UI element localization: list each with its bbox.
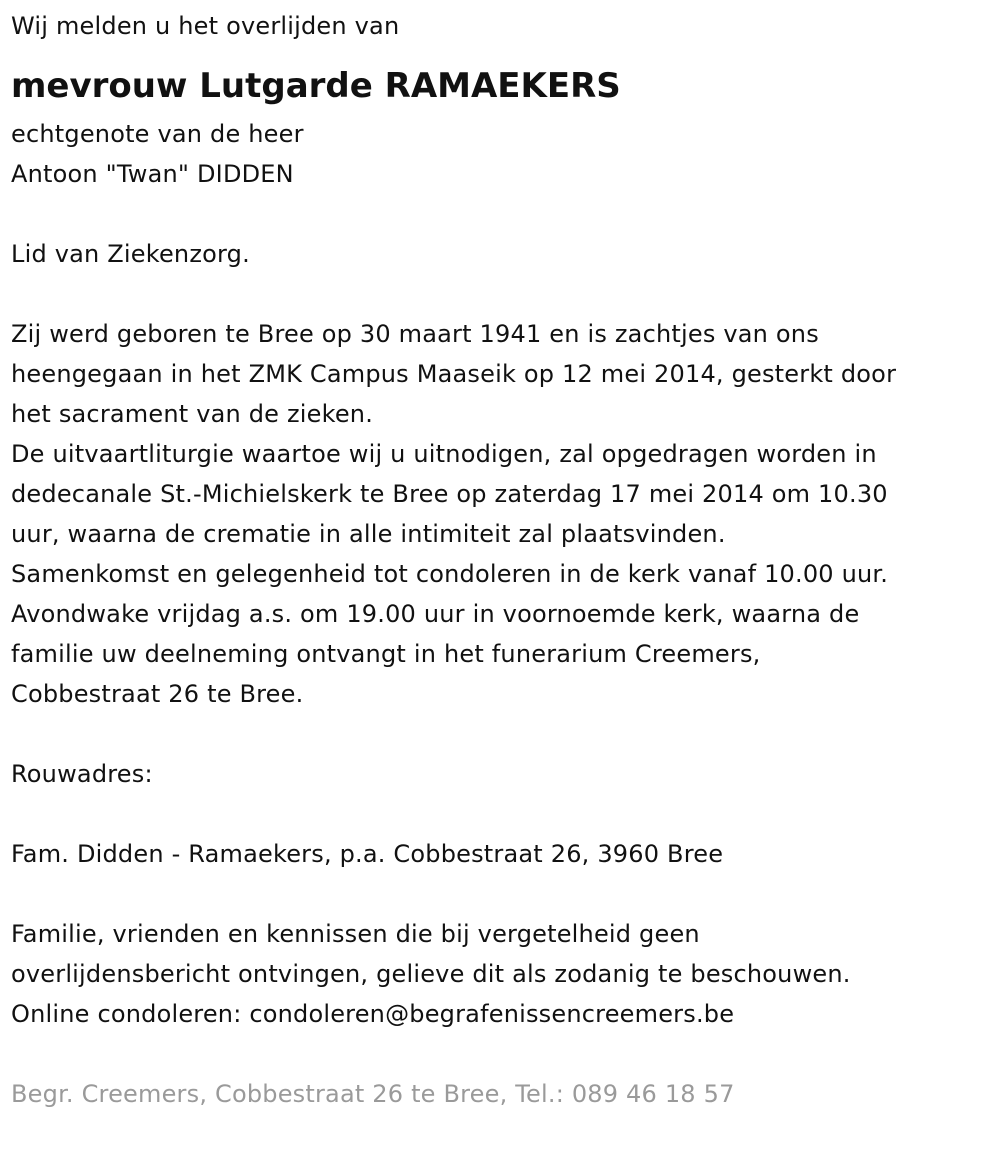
funeral-home-footer: Begr. Creemers, Cobbestraat 26 te Bree, Tel.: 089 46 18 57	[11, 1080, 735, 1108]
body-line: Samenkomst en gelegenheid tot condoleren in de kerk vanaf 10.00 uur.	[11, 560, 889, 588]
body-line: De uitvaartliturgie waartoe wij u uitnodigen, zal opgedragen worden in	[11, 440, 877, 468]
body-line: uur, waarna de crematie in alle intimiteit zal plaatsvinden.	[11, 520, 726, 548]
spacer	[11, 194, 1000, 234]
spacer	[11, 794, 1000, 834]
mourning-address: Fam. Didden - Ramaekers, p.a. Cobbestraat 26, 3960 Bree	[11, 840, 724, 868]
body-paragraph	[11, 314, 1000, 714]
body-line: familie uw deelneming ontvangt in het funerarium Creemers,	[11, 640, 761, 668]
spouse-line: echtgenote van de heer	[11, 120, 304, 148]
spacer	[11, 1034, 1000, 1074]
body-line: het sacrament van de zieken.	[11, 400, 374, 428]
spacer	[11, 874, 1000, 914]
notice-line: overlijdensbericht ontvingen, gelieve dit als zodanig te beschouwen.	[11, 960, 851, 988]
body-line: Avondwake vrijdag a.s. om 19.00 uur in voornoemde kerk, waarna de	[11, 600, 860, 628]
notice-line: Online condoleren: condoleren@begrafenissencreemers.be	[11, 1000, 735, 1028]
deceased-name: mevrouw Lutgarde RAMAEKERS	[11, 66, 621, 106]
body-line: Zij werd geboren te Bree op 30 maart 1941 en is zachtjes van ons	[11, 320, 819, 348]
notice-paragraph	[11, 914, 1000, 1034]
spacer	[11, 714, 1000, 754]
body-line: heengegaan in het ZMK Campus Maaseik op 12 mei 2014, gesterkt door	[11, 360, 897, 388]
mourning-address-label: Rouwadres:	[11, 760, 153, 788]
notice-line: Familie, vrienden en kennissen die bij vergetelheid geen	[11, 920, 700, 948]
spacer	[11, 274, 1000, 314]
spouse-name: Antoon "Twan" DIDDEN	[11, 160, 294, 188]
intro-text: Wij melden u het overlijden van	[11, 12, 400, 40]
body-line: Cobbestraat 26 te Bree.	[11, 680, 304, 708]
membership-text: Lid van Ziekenzorg.	[11, 240, 250, 268]
body-line: dedecanale St.-Michielskerk te Bree op zaterdag 17 mei 2014 om 10.30	[11, 480, 888, 508]
